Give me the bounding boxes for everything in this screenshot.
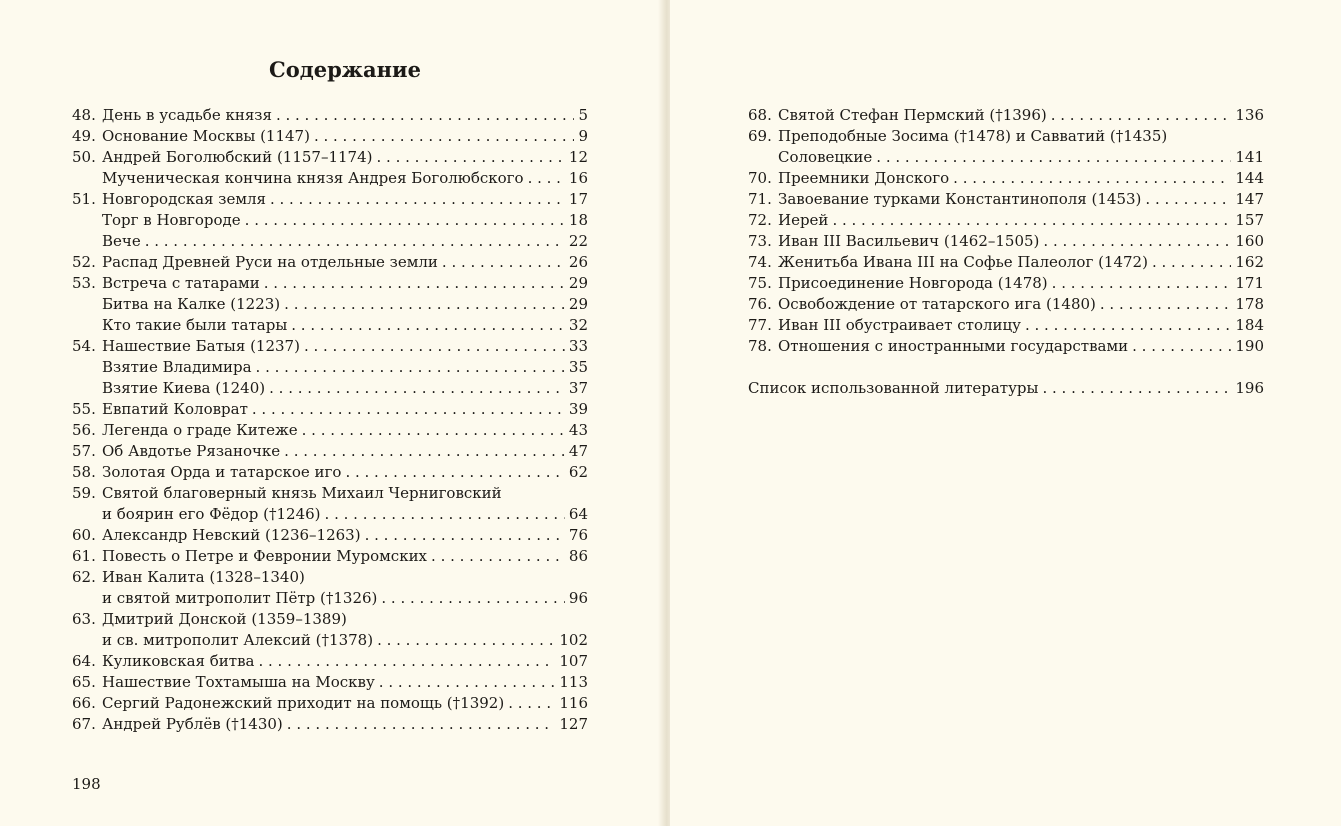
dot-leader [442, 252, 565, 273]
toc-entry-page: 64 [568, 505, 588, 523]
toc-entry [72, 462, 588, 483]
toc-entry-page: 136 [1235, 106, 1264, 124]
toc-entry-page: 62 [568, 463, 588, 481]
toc-list-left [72, 105, 588, 735]
toc-entry-title: Святой Стефан Пермский (†1396) [778, 106, 1047, 124]
toc-entry-title: Святой благоверный князь Михаил Черниговский [102, 484, 502, 502]
toc-entry-title: Соловецкие [778, 148, 873, 166]
toc-entry [748, 252, 1264, 273]
toc-entry-number: 71. [748, 190, 772, 208]
toc-entry-title: Евпатий Коловрат [102, 400, 248, 418]
dot-leader [314, 126, 575, 147]
toc-entry-number: 53. [72, 274, 96, 292]
toc-entry-number: 61. [72, 547, 96, 565]
toc-entry-title: Нашествие Тохтамыша на Москву [102, 673, 375, 691]
toc-entry-page: 16 [568, 169, 588, 187]
toc-entry-title: Иван III Васильевич (1462–1505) [778, 232, 1040, 250]
dot-leader [325, 504, 565, 525]
dot-leader [379, 672, 556, 693]
toc-entry-title: Встреча с татарами [102, 274, 260, 292]
toc-entry-number: 70. [748, 169, 772, 187]
dot-leader [876, 147, 1231, 168]
toc-entry-page: 157 [1235, 211, 1264, 229]
toc-entry-number: 69. [748, 127, 772, 145]
toc-entry-page: 190 [1235, 337, 1264, 355]
toc-entry [72, 294, 588, 315]
toc-entry-page: 32 [568, 316, 588, 334]
toc-entry [72, 231, 588, 252]
toc-entry [72, 651, 588, 672]
toc-entry-number: 50. [72, 148, 96, 166]
dot-leader [145, 231, 565, 252]
toc-list-right [748, 105, 1264, 399]
toc-entry-number: 60. [72, 526, 96, 544]
toc-entry-page: 116 [559, 694, 588, 712]
toc-spacer [748, 357, 1264, 378]
toc-entry-page: 22 [568, 232, 588, 250]
toc-entry-number: 63. [72, 610, 96, 628]
toc-entry-number: 77. [748, 316, 772, 334]
toc-entry-number: 52. [72, 253, 96, 271]
toc-entry-page: 147 [1235, 190, 1264, 208]
toc-entry-number: 48. [72, 106, 96, 124]
toc-entry-title: Дмитрий Донской (1359–1389) [102, 610, 347, 628]
toc-entry-title: Новгородская земля [102, 190, 266, 208]
toc-entry-title: Легенда о граде Китеже [102, 421, 298, 439]
toc-bibliography-entry [748, 378, 1264, 399]
toc-entry-page: 76 [568, 526, 588, 544]
toc-entry [72, 567, 588, 588]
toc-entry-number: 51. [72, 190, 96, 208]
toc-entry-page: 39 [568, 400, 588, 418]
toc-entry [748, 336, 1264, 357]
toc-entry-title: Отношения с иностранными государствами [778, 337, 1129, 355]
toc-entry-page: 9 [578, 127, 588, 145]
page-title: Содержание [269, 57, 421, 82]
dot-leader [1132, 336, 1231, 357]
toc-entry [748, 231, 1264, 252]
toc-entry-title: Торг в Новгороде [102, 211, 241, 229]
toc-entry [748, 168, 1264, 189]
dot-leader [1052, 273, 1232, 294]
toc-entry-page: 171 [1235, 274, 1264, 292]
toc-entry [72, 609, 588, 630]
toc-entry-number: 75. [748, 274, 772, 292]
toc-entry-title: Присоединение Новгорода (1478) [778, 274, 1048, 292]
toc-entry-page: 184 [1235, 316, 1264, 334]
toc-entry-number: 68. [748, 106, 772, 124]
toc-entry-page: 113 [559, 673, 588, 691]
toc-entry [72, 504, 588, 525]
toc-entry-title: Кто такие были татары [102, 316, 288, 334]
toc-entry-title: Иван Калита (1328–1340) [102, 568, 305, 586]
toc-entry [72, 546, 588, 567]
toc-entry-number: 55. [72, 400, 96, 418]
dot-leader [1145, 189, 1231, 210]
toc-entry-title: и св. митрополит Алексий (†1378) [102, 631, 374, 649]
dot-leader [345, 462, 564, 483]
toc-entry-title: Мученическая кончина князя Андрея Боголюбского [102, 169, 524, 187]
toc-entry-number: 49. [72, 127, 96, 145]
toc-entry-title: Битва на Калке (1223) [102, 295, 281, 313]
toc-entry-page: 33 [568, 337, 588, 355]
dot-leader [264, 273, 565, 294]
dot-leader [1152, 252, 1231, 273]
dot-leader [508, 693, 555, 714]
toc-entry [72, 336, 588, 357]
toc-entry-title: Александр Невский (1236–1263) [102, 526, 361, 544]
toc-entry [72, 252, 588, 273]
toc-entry [72, 693, 588, 714]
dot-leader [284, 441, 565, 462]
toc-entry [748, 315, 1264, 336]
toc-entry [72, 357, 588, 378]
dot-leader [291, 315, 565, 336]
toc-entry [72, 273, 588, 294]
dot-leader [302, 420, 565, 441]
dot-leader [1025, 315, 1231, 336]
toc-entry-title: и святой митрополит Пётр (†1326) [102, 589, 378, 607]
toc-entry-number: 72. [748, 211, 772, 229]
toc-entry [72, 630, 588, 651]
dot-leader [528, 168, 565, 189]
toc-entry [72, 168, 588, 189]
toc-entry-number: 78. [748, 337, 772, 355]
toc-entry-number: 65. [72, 673, 96, 691]
toc-entry-number: 76. [748, 295, 772, 313]
toc-entry [72, 441, 588, 462]
toc-entry [72, 189, 588, 210]
toc-entry [72, 126, 588, 147]
toc-entry-title: Иван III обустраивает столицу [778, 316, 1021, 334]
toc-entry-title: Сергий Радонежский приходит на помощь (†1392) [102, 694, 505, 712]
toc-entry [748, 105, 1264, 126]
toc-entry-number: 59. [72, 484, 96, 502]
toc-entry-page: 144 [1235, 169, 1264, 187]
toc-entry-number: 56. [72, 421, 96, 439]
toc-entry-title: Андрей Боголюбский (1157–1174) [102, 148, 373, 166]
toc-entry [72, 483, 588, 504]
toc-entry [72, 672, 588, 693]
dot-leader [270, 189, 565, 210]
toc-entry-title: Вече [102, 232, 141, 250]
dot-leader [431, 546, 565, 567]
dot-leader [365, 525, 565, 546]
toc-entry-page: 43 [568, 421, 588, 439]
dot-leader [1051, 105, 1232, 126]
toc-entry-title: Об Авдотье Рязаночке [102, 442, 281, 460]
toc-entry-title: Распад Древней Руси на отдельные земли [102, 253, 438, 271]
toc-entry-page: 178 [1235, 295, 1264, 313]
toc-entry-title: Андрей Рублёв (†1430) [102, 715, 283, 733]
toc-entry-title: День в усадьбе князя [102, 106, 272, 124]
toc-entry-number: 74. [748, 253, 772, 271]
toc-entry-page: 18 [568, 211, 588, 229]
toc-entry-number: 67. [72, 715, 96, 733]
dot-leader [1100, 294, 1231, 315]
toc-entry [72, 399, 588, 420]
dot-leader [256, 357, 565, 378]
toc-entry [72, 210, 588, 231]
toc-entry-title: и боярин его Фёдор (†1246) [102, 505, 321, 523]
toc-entry-title: Взятие Киева (1240) [102, 379, 266, 397]
toc-entry-number: 64. [72, 652, 96, 670]
toc-entry-page: 26 [568, 253, 588, 271]
toc-entry-title: Преемники Донского [778, 169, 950, 187]
page-number-left: 198 [72, 775, 101, 793]
toc-entry-page: 127 [559, 715, 588, 733]
toc-entry-title: Преподобные Зосима (†1478) и Савватий (†1435) [778, 127, 1168, 145]
toc-entry-page: 196 [1235, 379, 1264, 397]
toc-entry-title: Взятие Владимира [102, 358, 252, 376]
toc-entry [72, 525, 588, 546]
dot-leader [1042, 378, 1231, 399]
toc-entry-page: 12 [568, 148, 588, 166]
toc-entry-page: 107 [559, 652, 588, 670]
toc-entry-title: Основание Москвы (1147) [102, 127, 310, 145]
toc-entry-page: 29 [568, 274, 588, 292]
toc-entry-page: 141 [1235, 148, 1264, 166]
toc-entry-page: 17 [568, 190, 588, 208]
dot-leader [276, 105, 575, 126]
toc-entry-number: 66. [72, 694, 96, 712]
dot-leader [269, 378, 565, 399]
toc-entry [72, 315, 588, 336]
dot-leader [1043, 231, 1231, 252]
dot-leader [832, 210, 1231, 231]
toc-entry-page: 37 [568, 379, 588, 397]
toc-entry-page: 35 [568, 358, 588, 376]
toc-entry-number: 73. [748, 232, 772, 250]
dot-leader [287, 714, 556, 735]
toc-entry-title: Золотая Орда и татарское иго [102, 463, 342, 481]
toc-entry-page: 160 [1235, 232, 1264, 250]
dot-leader [377, 147, 565, 168]
dot-leader [258, 651, 555, 672]
toc-entry-page: 5 [578, 106, 588, 124]
toc-entry [72, 714, 588, 735]
dot-leader [304, 336, 565, 357]
toc-entry-title: Иерей [778, 211, 829, 229]
toc-entry-title: Повесть о Петре и Февронии Муромских [102, 547, 428, 565]
toc-entry [748, 126, 1264, 147]
toc-entry-page: 86 [568, 547, 588, 565]
left-page [0, 0, 662, 826]
toc-entry-page: 96 [568, 589, 588, 607]
dot-leader [245, 210, 565, 231]
toc-entry [72, 420, 588, 441]
toc-entry-title: Завоевание турками Константинополя (1453) [778, 190, 1142, 208]
dot-leader [252, 399, 565, 420]
toc-entry-number: 54. [72, 337, 96, 355]
dot-leader [377, 630, 555, 651]
toc-entry [748, 147, 1264, 168]
toc-entry-title: Освобождение от татарского ига (1480) [778, 295, 1096, 313]
toc-entry [72, 147, 588, 168]
dot-leader [284, 294, 565, 315]
toc-entry-page: 47 [568, 442, 588, 460]
dot-leader [381, 588, 565, 609]
toc-entry-title: Женитьба Ивана III на Софье Палеолог (1472) [778, 253, 1148, 271]
toc-entry-title: Нашествие Батыя (1237) [102, 337, 300, 355]
toc-entry-number: 57. [72, 442, 96, 460]
toc-entry-title: Список использованной литературы [748, 379, 1039, 397]
toc-entry-page: 29 [568, 295, 588, 313]
toc-entry [748, 273, 1264, 294]
toc-entry [72, 378, 588, 399]
toc-entry-title: Куликовская битва [102, 652, 255, 670]
toc-entry-page: 102 [559, 631, 588, 649]
toc-entry [72, 588, 588, 609]
dot-leader [953, 168, 1231, 189]
toc-entry [72, 105, 588, 126]
toc-entry-number: 58. [72, 463, 96, 481]
toc-entry [748, 210, 1264, 231]
toc-entry [748, 294, 1264, 315]
toc-entry-page: 162 [1235, 253, 1264, 271]
toc-entry [748, 189, 1264, 210]
toc-entry-number: 62. [72, 568, 96, 586]
